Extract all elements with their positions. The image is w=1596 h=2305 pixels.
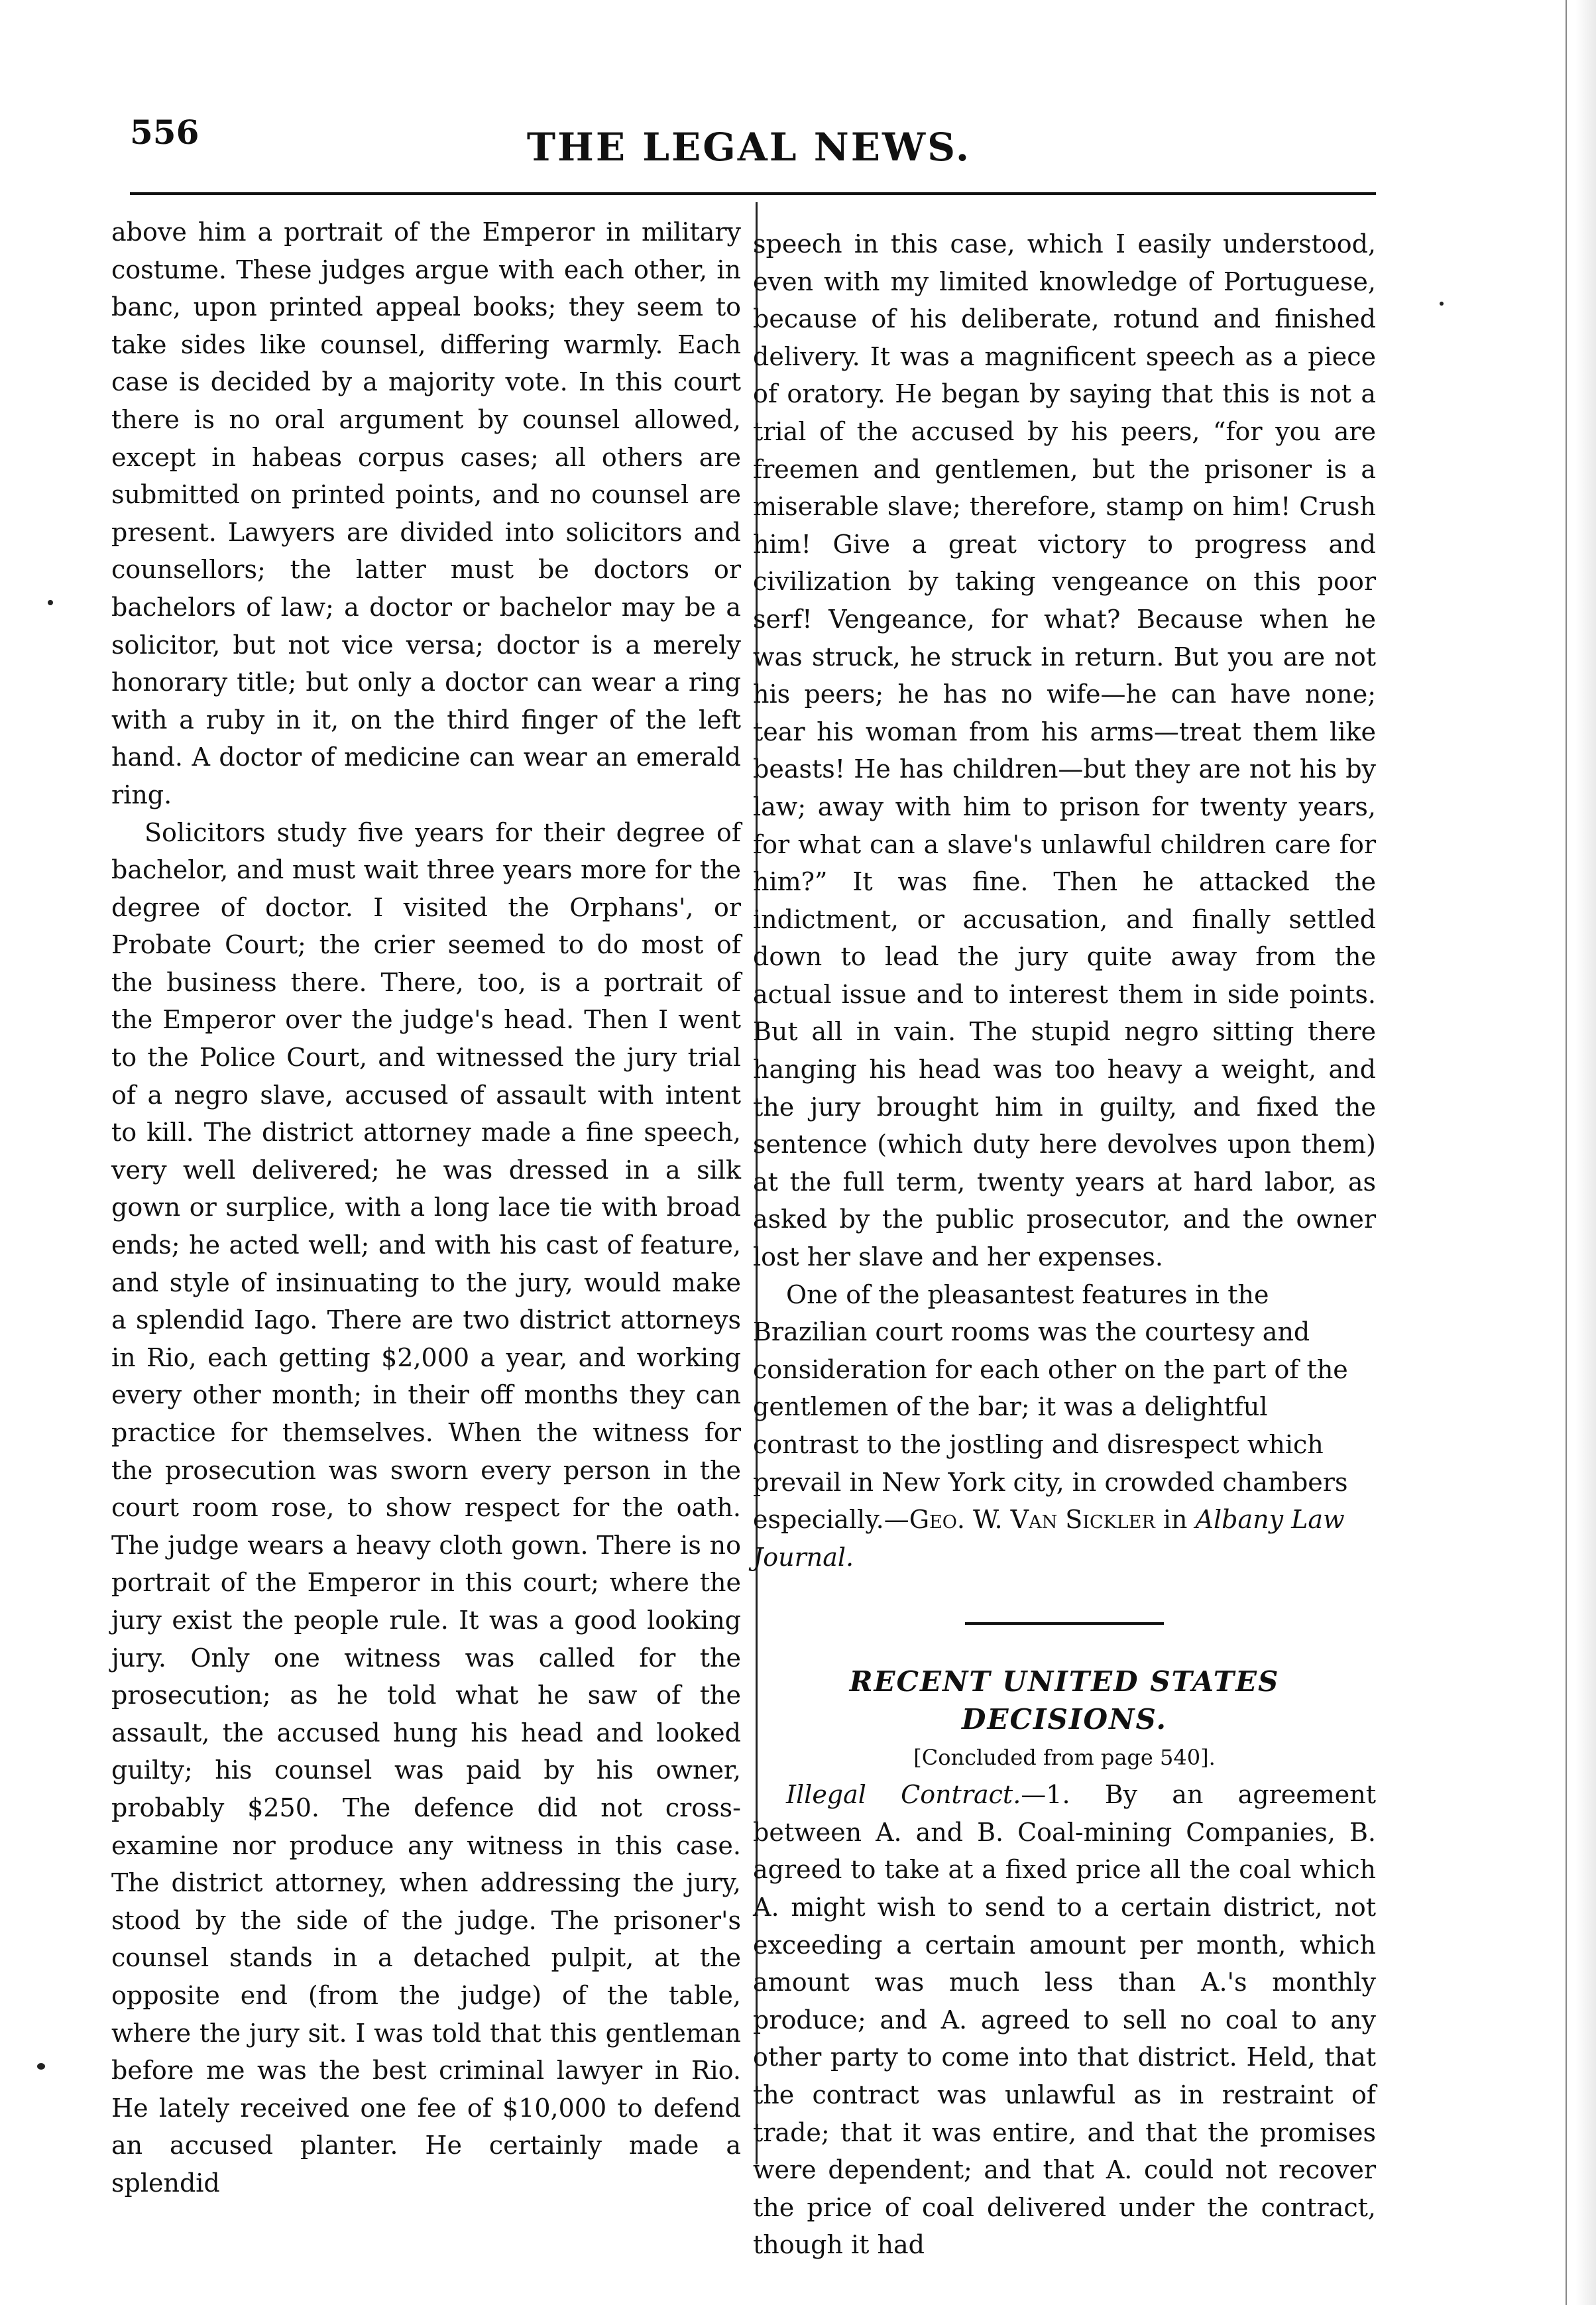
byline-connector: in — [1155, 1505, 1196, 1535]
continued-note: [Concluded from page 540]. — [913, 1744, 1216, 1770]
page-edge-line — [1566, 0, 1567, 2305]
closing-text: One of the pleasantest features in the Brazilian court rooms was the courtesy and consideration for each other on the part of the gentlemen of the bar; it was a delightful contrast to the jostling and disrespect which prevail in New York city, in crowded chambers especially.— — [753, 1279, 1348, 1535]
byline-author: Geo. W. Van Sickler — [909, 1505, 1155, 1535]
margin-speck — [37, 2063, 45, 2070]
case-paragraph — [753, 1776, 1376, 2264]
byline-source: Albany Law Journal. — [753, 1505, 1345, 1572]
paragraph-continued: above him a portrait of the Emperor in military costume. These judges argue with each other, in banc, upon printed appeal books; they seem to take sides like counsel, differing warmly. Each case is decided by a majority vote. In this court there is no oral argument by counsel allowed, except in habeas corpus cases; all others are submitted on printed points, and no counsel are present. Lawyers are divided into solicitors and counsellors; the latter must be doctors or bachelors of law; a doctor or bachelor may be a solicitor, but not vice versa; doctor is a merely honorary title; but only a doctor can wear a ring with a ruby in it, on the third finger of the left hand. A doctor of medicine can wear an emerald ring. — [111, 217, 741, 809]
case-title: Illegal Contract. — [786, 1780, 1021, 1810]
margin-speck — [1440, 302, 1444, 306]
header-rule — [130, 192, 1376, 195]
article-separator-rule — [965, 1622, 1164, 1625]
page-number: 556 — [130, 113, 200, 152]
paragraph-solicitors: Solicitors study five years for their degree of bachelor, and must wait three years more for the degree of doctor. I visited the Orphans', or Probate Court; the crier seemed to do most of the business there. There, too, is a portrait of the Emperor over the judge's head. Then I went to the Police Court, and witnessed the jury trial of a negro slave, accused of assault with intent to kill. The district attorney made a fine speech, very well delivered; he was dressed in a silk gown or surplice, with a long lace tie with broad ends; he acted well; and with his cast of feature, and style of insinuating to the jury, would make a splendid Iago. There are two district attorneys in Rio, each getting $2,000 a year, and working every other month; in their off months they can practice for themselves. When the witness for the prosecution was sworn every person in the court room rose, to show respect for the oath. The judge wears a heavy cloth gown. There is no portrait of the Emperor in this court; where the jury exist the people rule. It was a good looking jury. Only one witness was called for the prosecution; as he told what he saw of the assault, the accused hung his head and looked guilty; his counsel was paid by his owner, probably $250. The defence did not cross-examine nor produce any witness in this case. The district attorney, when addressing the jury, stood by the side of the judge. The prisoner's counsel stands in a detached pulpit, at the opposite end (from the judge) of the table, where the jury sit. I was told that this gentleman before me was the best criminal lawyer in Rio. He lately received one fee of $10,000 to defend an accused planter. He certainly made a splendid — [111, 817, 741, 2198]
page-edge-shadow — [1576, 0, 1596, 2305]
right-column — [753, 225, 1376, 2264]
left-column — [111, 213, 741, 2202]
paragraph-speech: speech in this case, which I easily understood, even with my limited knowledge of Portuguese, because of his deliberate, rotund and finished delivery. It was a magnificent speech as a piece of oratory. He began by saying that this is not a trial of the accused by his peers, “for you are freemen and gentlemen, but the prisoner is a miserable slave; therefore, stamp on him! Crush him! Give a great victory to progress and civilization by taking vengeance on this poor serf! Vengeance, for what? Because when he was struck, he struck in return. But you are not his peers; he has no wife—he can have none; tear his woman from his arms—treat them like beasts! He has children—but they are not his by law; away with him to prison for twenty years, for what can a slave's unlawful children care for him?” It was fine. Then he attacked the indictment, or accusation, and finally settled down to lead the jury quite away from the actual issue and to interest them in side points. But all in vain. The stupid negro sitting there hanging his head was too heavy a weight, and the jury brought him in guilty, and fixed the sentence (which duty here devolves upon them) at the full term, twenty years at hard labor, as asked by the public prosecutor, and the owner lost her slave and her expenses. — [753, 229, 1376, 1272]
margin-speck — [48, 600, 53, 605]
section-heading: RECENT UNITED STATES DECISIONS. — [849, 1665, 1280, 1736]
paragraph-closing — [753, 1276, 1376, 1576]
running-title: THE LEGAL NEWS. — [526, 125, 972, 170]
case-text: —1. By an agreement between A. and B. Coal-mining Companies, B. agreed to take at a fixed price all the coal which A. might wish to send to a certain district, not exceeding a certain amount per month, which amount was much less than A.'s monthly produce; and A. agreed to sell no coal to any other party to come into that district. Held, that the contract was unlawful as in restraint of trade; that it was entire, and that the promises were dependent; and that A. could not recover the price of coal delivered under the contract, though it had — [753, 1780, 1376, 2260]
